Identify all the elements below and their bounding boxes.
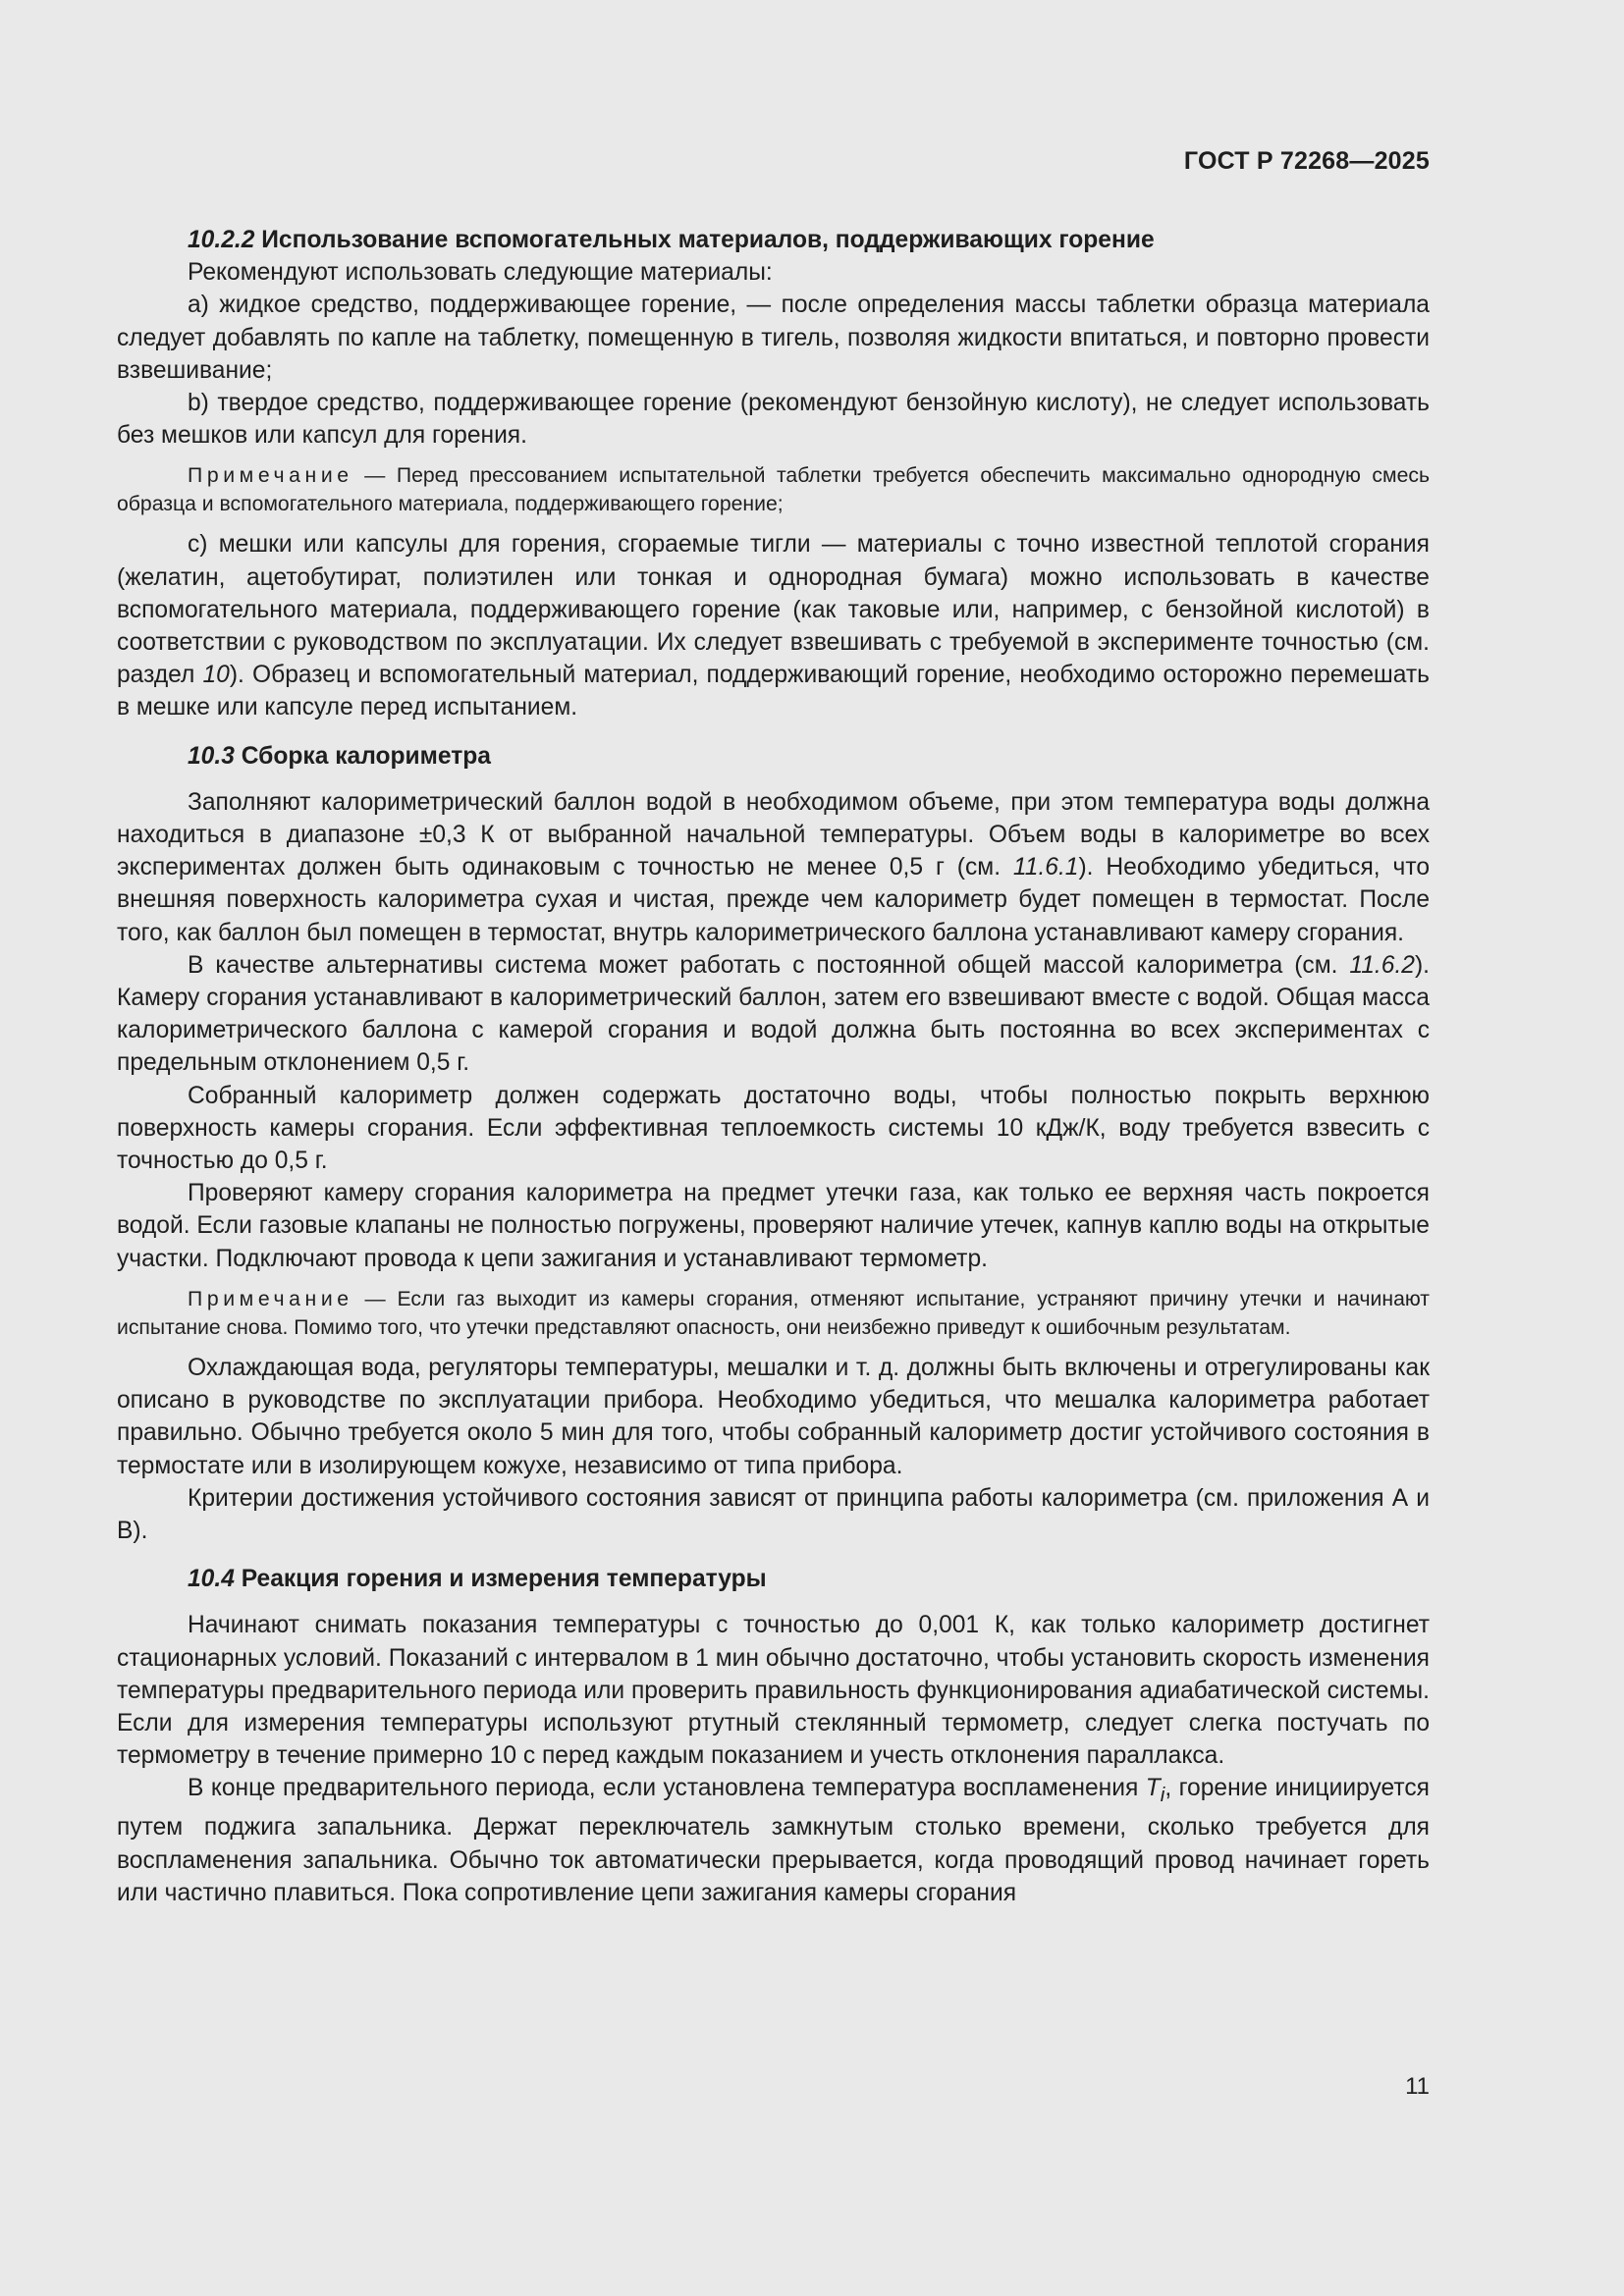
paragraph [117,949,1430,1080]
paragraph-text: ). Камеру сгорания устанавливают в калориметрический баллон, затем его взвешивают вместе с водой. Общая масса калориметрического баллона с камерой сгорания и водой должна быть постоянна во всех экспериментах с предельным отклонением 0,5 г. [117,951,1430,1077]
paragraph: Критерии достижения устойчивого состояния зависят от принципа работы калориметра (см. приложения А и В). [117,1484,1430,1544]
paragraph [117,1772,1430,1909]
paragraph: Охлаждающая вода, регуляторы температуры, мешалки и т. д. должны быть включены и отрегулированы как описано в руководстве по эксплуатации прибора. Необходимо убедиться, что мешалка калориметра работает правильно. Обычно требуется около 5 мин для того, чтобы собранный калориметр достиг устойчивого состояния в термостате или в изолирующем кожухе, независимо от типа прибора. [117,1354,1430,1479]
paragraph-text: В конце предварительного периода, если установлена температура воспламенения [188,1775,1146,1802]
symbol-subscript: i [1160,1784,1165,1807]
paragraph-text: ). Образец и вспомогательный материал, поддерживающий горение, необходимо осторожно перемешать в мешке или капсуле перед испытанием. [117,662,1430,721]
note [117,461,1430,518]
section-number: 10.3 [188,742,235,770]
note [117,1285,1430,1342]
note-text: — Перед прессованием испытательной таблетки требуется обеспечить максимально однородную смесь образца и вспомогательного материала, поддерживающего горение; [117,464,1430,516]
section-number: 10.4 [188,1566,235,1593]
section-title: Использование вспомогательных материалов, поддерживающих горение [261,227,1155,253]
symbol-letter: T [1145,1775,1161,1802]
paragraph: Начинают снимать показания температуры с точностью до 0,001 К, как только калориметр достигнет стационарных условий. Показаний с интервалом в 1 мин обычно достаточно, чтобы установить скорость изменения температуры предварительного периода или проверить правильность функционирования адиабатической системы. Если для измерения температуры используют ртутный стеклянный термометр, следует слегка постучать по термометру в течение примерно 10 с перед каждым показанием и учесть отклонения параллакса. [117,1612,1430,1770]
section-reference: 11.6.1 [1012,854,1079,881]
paragraph [117,786,1430,949]
section-heading-10-3 [117,740,1430,773]
paragraph-text: В качестве альтернативы система может работать с постоянной общей массой калориметра (см. [188,951,1350,979]
paragraph: Собранный калориметр должен содержать достаточно воды, чтобы полностью покрыть верхнюю поверхность камеры сгорания. Если эффективная теплоемкость системы 10 кДж/К, воду требуется взвесить с точностью до 0,5 г. [117,1082,1430,1175]
section-title: Реакция горения и измерения температуры [241,1566,767,1593]
symbol [1145,1775,1165,1807]
paragraph-text: Заполняют калориметрический баллон водой в необходимом объеме, при этом температура воды должна находиться в диапазоне ±0,3 К от выбранной начальной температуры. Объем воды в калориметре во всех экспериментах должен быть одинаковым с точностью не менее 0,5 г (см. [117,788,1430,881]
paragraph-text: ). Необходимо убедиться, что внешняя поверхность калориметра сухая и чистая, прежде чем калориметр будет помещен в термостат. После того, как баллон был помещен в термостат, внутрь калориметрического баллона устанавливают камеру сгорания. [117,854,1431,946]
document-header: ГОСТ Р 72268—2025 [1183,147,1430,175]
section-reference: 11.6.2 [1349,951,1415,979]
paragraph-text: c) мешки или капсулы для горения, сгораемые тигли — материалы с точно известной теплотой сгорания (желатин, ацетобутират, полиэтилен или тонкая и однородная бумага) можно использовать в качестве вспомогательного материала, поддерживающего горение (как таковые или, например, с бензойной кислотой) в соответствии с руководством по эксплуатации. Их следует взвешивать с требуемой в эксперименте точностью (см. раздел [117,531,1430,689]
note-text: — Если газ выходит из камеры сгорания, отменяют испытание, устраняют причину утечки и начинают испытание снова. Помимо того, что утечки представляют опасность, они неизбежно приведут к ошибочным результатам. [117,1287,1430,1339]
note-label: Примечание [188,1287,353,1310]
paragraph: Рекомендуют использовать следующие материалы: [188,259,773,287]
document-body [117,224,1430,1909]
section-reference: 10 [202,662,230,689]
paragraph: a) жидкое средство, поддерживающее горение, — после определения массы таблетки образца материала следует добавлять по капле на таблетку, помещенную в тигель, позволяя жидкости впитаться, и повторно провести взвешивание; [117,292,1430,384]
note-label: Примечание [188,464,353,488]
section-heading-10-4 [117,1563,1430,1595]
page-number: 11 [1405,2073,1430,2100]
section-number: 10.2.2 [188,227,255,253]
paragraph: Проверяют камеру сгорания калориметра на предмет утечки газа, как только ее верхняя часть покроется водой. Если газовые клапаны не полностью погружены, проверяют наличие утечек, капнув каплю воды на открытые участки. Подключают провода к цепи зажигания и устанавливают термометр. [117,1180,1430,1272]
paragraph-text: , горение инициируется путем поджига запальника. Держат переключатель замкнутым столько времени, сколько требуется для воспламенения запальника. Обычно ток автоматически прерывается, когда проводящий провод начинает гореть или частично плавиться. Пока сопротивление цепи зажигания камеры сгорания [117,1775,1430,1906]
paragraph: b) твердое средство, поддерживающее горение (рекомендуют бензойную кислоту), не следует использовать без мешков или капсул для горения. [117,390,1430,450]
section-title: Сборка калориметра [241,742,491,770]
section-heading-10-2-2 [117,224,1430,256]
paragraph [117,528,1430,723]
